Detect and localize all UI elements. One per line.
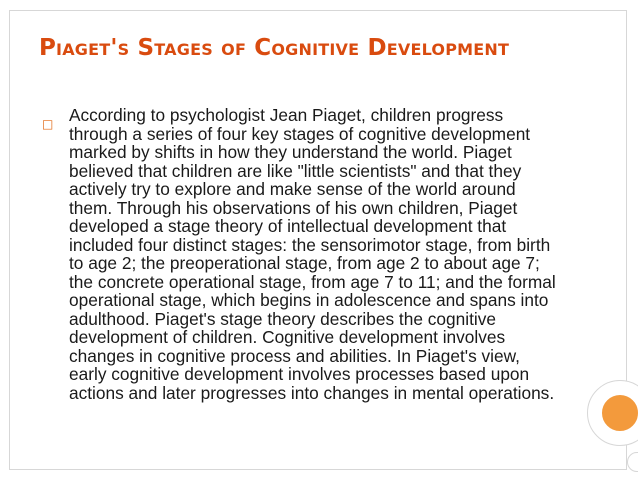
slide-body-text: According to psychologist Jean Piaget, children progress through a series of four key stages of cognitive development marked by shifts in how they understand the world. Piaget believed that children are like "little scientists" and that they actively try to explore and make sense of the world around them. Through his observations of his own children, Piaget developed a stage theory of intellectual development that included four distinct stages: the sensorimotor stage, from birth to age 2; the preoperational stage, from age 2 to about age 7; the concrete operational stage, from age 7 to 11; and the formal operational stage, which begins in adolescence and spans into adulthood. Piaget's stage theory describes the cognitive development of children. Cognitive development involves changes in cognitive process and abilities. In Piaget's view, early cognitive development involves processes based upon actions and later progresses into changes in mental operations.	[69, 105, 556, 403]
hollow-square-bullet-icon: □	[42, 117, 54, 131]
decorative-small-circle	[627, 452, 638, 472]
decorative-orange-circle	[600, 393, 638, 433]
slide-title: Piaget's Stages of Cognitive Development	[39, 35, 510, 61]
